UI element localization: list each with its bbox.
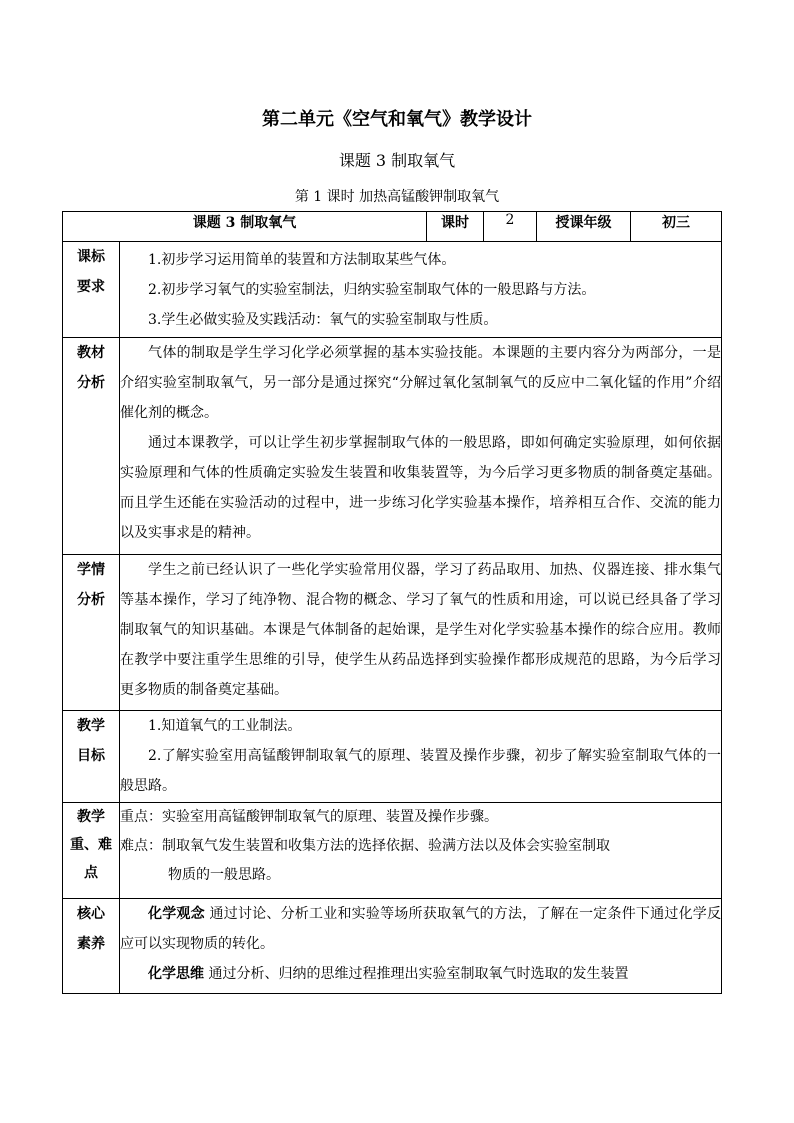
material-label: 教材 分析	[63, 338, 120, 555]
key-point: 重点：实验室用高锰酸钾制取氧气的原理、装置及操作步骤。	[120, 809, 498, 825]
goals-row	[63, 711, 722, 803]
goals-item: 2.了解实验室用高锰酸钾制取氧气的原理、装置及操作步骤，初步了解实验室制取气体的一般思路。	[120, 748, 721, 794]
literacy-tag: 化学观念	[148, 906, 205, 922]
literacy-content	[120, 899, 722, 994]
literacy-text: 通过讨论、分析工业和实验等场所获取氧气的方法，了解在一定条件下通过化学反应可以实现物质的转化。	[120, 906, 721, 952]
lesson-plan-table	[62, 211, 722, 994]
standards-item: 3.学生必做实验及实践活动：氧气的实验室制取与性质。	[148, 312, 498, 328]
keypoints-label: 教学 重、难 点	[63, 803, 120, 899]
document-subtitle: 课题 3 制取氧气	[338, 151, 456, 170]
literacy-label: 核心 素养	[63, 899, 120, 994]
literacy-item	[120, 959, 721, 989]
header-row	[63, 212, 722, 242]
material-paragraph: 气体的制取是学生学习化学必须掌握的基本实验技能。本课题的主要内容分为两部分，一是介绍实验室制取氧气，另一部分是通过探究“分解过氧化氢制氧气的反应中二氧化锰的作用”介绍催化剂的概念。	[120, 345, 721, 421]
goals-item: 1.知道氧气的工业制法。	[148, 718, 302, 734]
document-title: 第二单元《空气和氧气》教学设计	[262, 109, 532, 130]
grade-label: 授课年级	[537, 212, 631, 242]
literacy-row	[63, 899, 722, 994]
standards-row	[63, 242, 722, 338]
hours-label: 课时	[427, 212, 484, 242]
literacy-item	[120, 899, 721, 959]
goals-content	[120, 711, 722, 803]
difficult-point: 难点：制取氧气发生装置和收集方法的选择依据、验满方法以及体会实验室制取	[120, 838, 610, 854]
hours-value: 2	[484, 212, 537, 242]
keypoints-row	[63, 803, 722, 899]
students-paragraph: 学生之前已经认识了一些化学实验常用仪器，学习了药品取用、加热、仪器连接、排水集气等基本操作，学习了纯净物、混合物的概念、学习了氧气的性质和用途，可以说已经具备了学习制取氧气的知识基础。本课是气体制备的起始课，是学生对化学实验基本操作的综合应用。教师在教学中要注重学生思维的引导，使学生从药品选择到实验操作都形成规范的思路，为今后学习更多物质的制备奠定基础。	[120, 562, 721, 698]
goals-label: 教学 目标	[63, 711, 120, 803]
literacy-text: 通过分析、归纳的思维过程推理出实验室制取氧气时选取的发生装置	[204, 966, 629, 982]
material-paragraph: 通过本课教学，可以让学生初步掌握制取气体的一般思路，即如何确定实验原理，如何依据实验原理和气体的性质确定实验发生装置和收集装置等，为今后学习更多物质的制备奠定基础。而且学生还能在实验活动的过程中，进一步练习化学实验基本操作，培养相互合作、交流的能力以及实事求是的精神。	[120, 435, 721, 541]
topic-cell: 课题 3 制取氧气	[63, 212, 427, 242]
lesson-heading: 第 1 课时 加热高锰酸钾制取氧气	[294, 189, 500, 205]
standards-item: 1.初步学习运用简单的装置和方法制取某些气体。	[148, 252, 456, 268]
students-content	[120, 555, 722, 711]
standards-item: 2.初步学习氧气的实验室制法，归纳实验室制取气体的一般思路与方法。	[148, 282, 596, 298]
difficult-point-continued: 物质的一般思路。	[168, 867, 280, 883]
standards-label: 课标 要求	[63, 242, 120, 338]
standards-content	[120, 242, 722, 338]
literacy-tag: 化学思维	[148, 966, 204, 982]
keypoints-content	[120, 803, 722, 899]
grade-value: 初三	[631, 212, 722, 242]
material-row	[63, 338, 722, 555]
students-label: 学情 分析	[63, 555, 120, 711]
material-content	[120, 338, 722, 555]
students-row	[63, 555, 722, 711]
